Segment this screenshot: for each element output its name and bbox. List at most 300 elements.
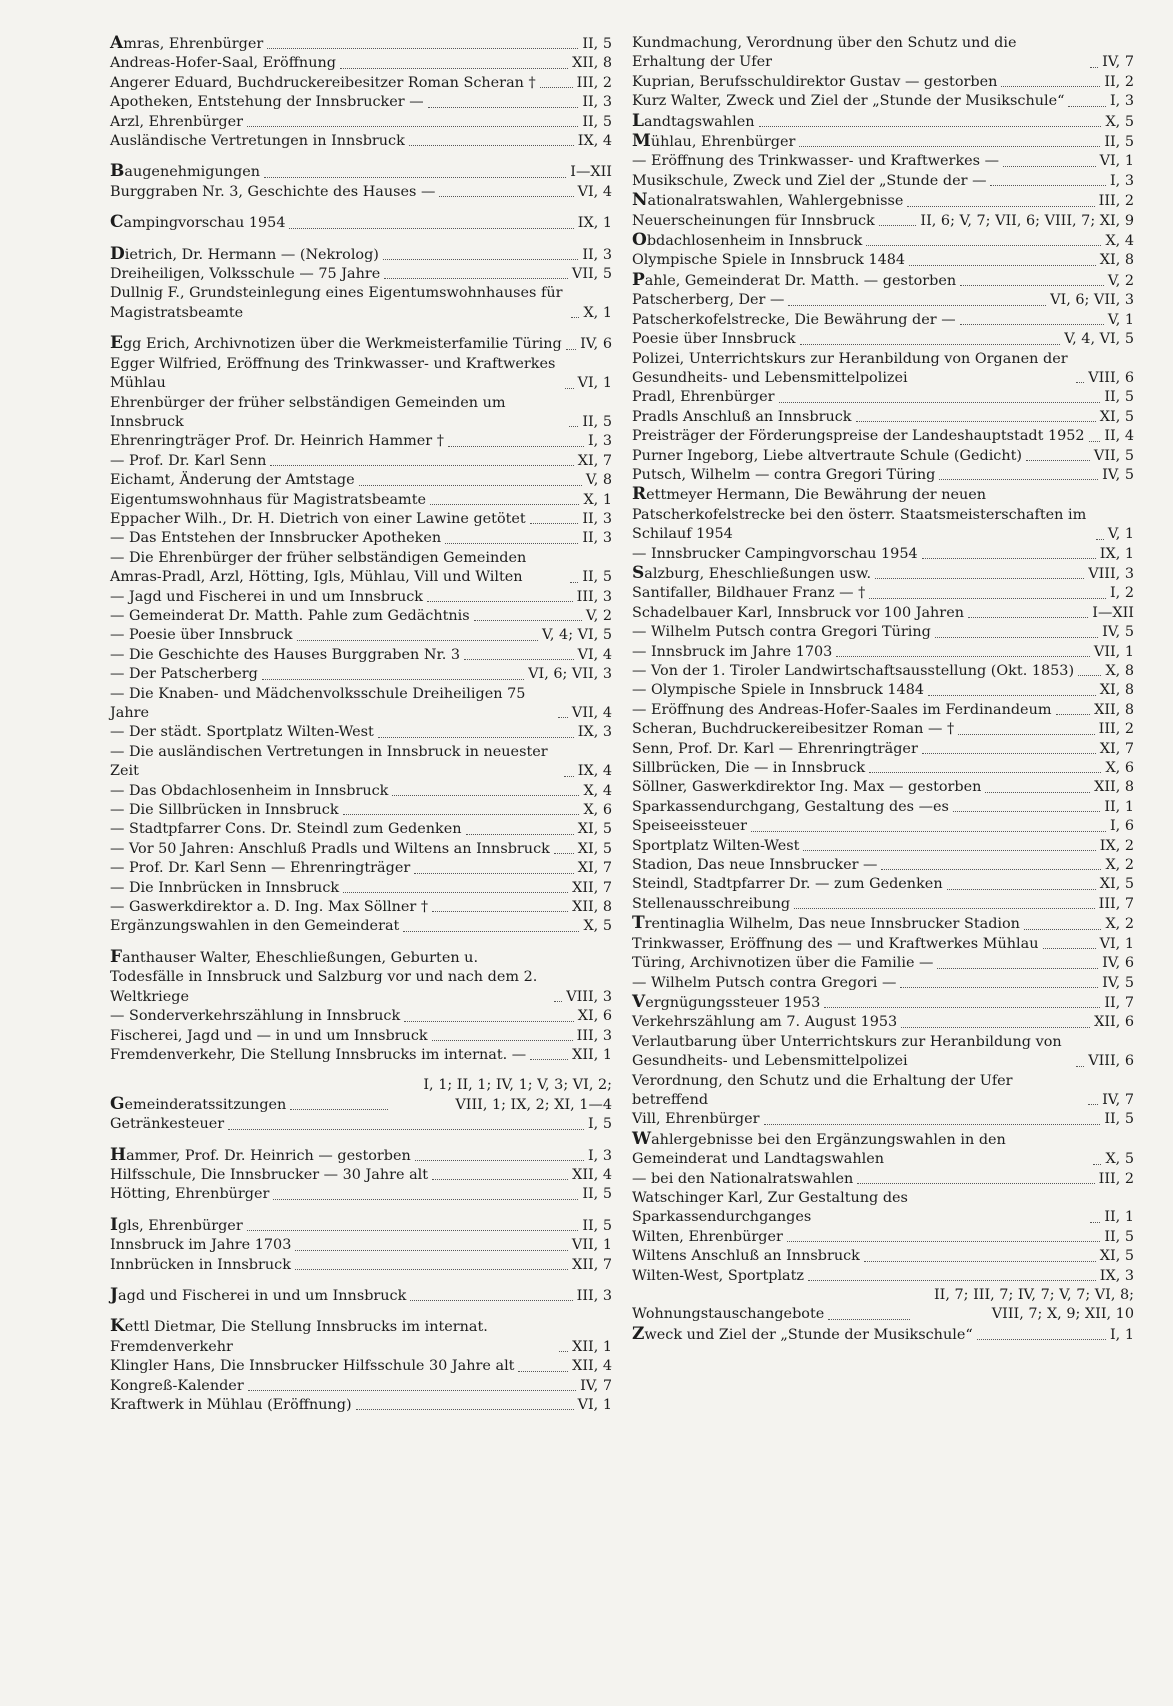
issue-reference: IV, 7: [580, 1377, 612, 1394]
entry-text: [632, 875, 943, 894]
leader-dots: [530, 523, 579, 524]
entry-title: augenehmigungen: [124, 164, 260, 181]
issue-reference: I, 5: [588, 1116, 612, 1133]
issue-reference: XII, 1: [572, 1046, 612, 1063]
entry-text: [632, 895, 790, 914]
leader-dots: [228, 1129, 584, 1130]
leader-dots: [803, 850, 1095, 851]
entry-text: [632, 1267, 804, 1286]
index-entry: [110, 607, 612, 626]
issue-reference: VIII, 6: [1088, 369, 1134, 386]
entry-title: Ergänzungswahlen in den Gemeinderat: [110, 918, 400, 935]
entry-title: anthauser Walter, Eheschließungen, Geburten u. Todesfälle in Innsbruck und Salzburg vor und nach dem 2. Weltkriege: [110, 949, 538, 1005]
issue-reference: VI, 4: [577, 646, 612, 663]
entry-text: [632, 1325, 973, 1345]
index-entry: [110, 132, 612, 151]
issue-reference: III, 3: [576, 1287, 612, 1304]
entry-title: — Innsbruck im Jahre 1703: [632, 643, 833, 660]
leader-dots: [879, 225, 917, 226]
entry-title: Innbrücken in Innsbruck: [110, 1256, 291, 1273]
initial-letter: I: [110, 1214, 118, 1235]
index-entry: [110, 245, 612, 265]
index-entry: [110, 646, 612, 665]
issue-reference: VIII, 3: [1088, 565, 1134, 582]
leader-dots: [270, 465, 573, 466]
index-entry: [110, 898, 612, 917]
index-entry: [110, 1216, 612, 1236]
index-entry: [632, 817, 1134, 836]
issue-reference: XI, 5: [1099, 1248, 1134, 1265]
entry-text: [110, 820, 462, 839]
entry-text: [632, 974, 896, 993]
issue-reference: XII, 8: [572, 55, 612, 72]
entry-text: [632, 330, 796, 349]
entry-text: [110, 665, 258, 684]
leader-dots: [909, 265, 1096, 266]
entry-text: [632, 1033, 1072, 1072]
issue-reference: IX, 3: [1099, 1267, 1134, 1284]
issue-reference: XII, 4: [572, 1166, 612, 1183]
entry-title: — Wilhelm Putsch contra Gregori —: [632, 974, 897, 991]
entry-title: rentinaglia Wilhelm, Das neue Innsbrucker Stadion: [644, 916, 1020, 933]
entry-title: Polizei, Unterrichtskurs zur Heranbildung von Organen der Gesundheits- und Lebensmittelpolizei: [632, 350, 1068, 386]
entry-text: [110, 1216, 243, 1236]
index-entry: [632, 662, 1134, 681]
leader-dots: [960, 324, 1104, 325]
entry-title: Arzl, Ehrenbürger: [110, 113, 244, 130]
index-entry: [632, 1013, 1134, 1032]
leader-dots: [881, 869, 1101, 870]
entry-text: [632, 1305, 824, 1324]
issue-reference: IX, 3: [577, 724, 612, 741]
issue-reference: IV, 5: [1102, 466, 1134, 483]
index-entry: [632, 740, 1134, 759]
index-entry: [632, 759, 1134, 778]
index-entry: [110, 1007, 612, 1026]
index-entry: [632, 856, 1134, 875]
entry-text: [110, 801, 339, 820]
issue-reference: II, 5: [1104, 1228, 1134, 1245]
initial-letter: V: [632, 991, 646, 1012]
issue-reference: IX, 2: [1099, 837, 1134, 854]
issue-reference: XI, 5: [577, 840, 612, 857]
entry-text: [110, 1396, 352, 1415]
index-entry: [110, 1076, 612, 1115]
entry-text: [110, 1166, 428, 1185]
leader-dots: [828, 1319, 910, 1320]
index-entry: [632, 212, 1134, 231]
entry-text: [632, 271, 956, 291]
entry-title: ationalratswahlen, Wahlergebnisse: [647, 193, 904, 210]
leader-dots: [290, 1109, 388, 1110]
index-entry: [632, 564, 1134, 584]
entry-text: [110, 898, 428, 917]
initial-letter: D: [110, 243, 125, 264]
leader-dots: [958, 734, 1094, 735]
entry-title: Egger Wilfried, Eröffnung des Trinkwasser- und Kraftwerkes Mühlau: [110, 355, 556, 392]
entry-text: [110, 510, 526, 529]
index-entry: [632, 172, 1134, 191]
issue-reference: III, 2: [1098, 1170, 1134, 1187]
leader-dots: [448, 446, 584, 447]
issue-reference: XI, 5: [1099, 408, 1134, 425]
issue-reference: I, 3: [588, 1147, 612, 1164]
leader-dots: [1076, 1066, 1084, 1067]
entry-text: [632, 1228, 783, 1247]
index-entry: [110, 452, 612, 471]
issue-reference: X, 5: [1105, 1151, 1134, 1168]
initial-letter: F: [110, 946, 123, 967]
entry-text: [632, 564, 871, 584]
index-entry: [632, 388, 1134, 407]
issue-reference: XII, 8: [572, 899, 612, 916]
leader-dots: [799, 146, 1100, 147]
index-entry: [110, 113, 612, 132]
entry-text: [632, 388, 775, 407]
entry-title: — Die Ehrenbürger der früher selbständigen Gemeinden Amras-Pradl, Arzl, Hötting, Igls, Mühlau, Vill und Wilten: [110, 549, 527, 586]
entry-text: [110, 432, 444, 451]
leader-dots: [569, 426, 579, 427]
leader-dots: [247, 126, 578, 127]
index-entry: [632, 701, 1134, 720]
leader-dots: [297, 640, 538, 641]
entry-text: [110, 183, 435, 202]
issue-reference: XI, 8: [1099, 252, 1134, 269]
index-entry: [110, 859, 612, 878]
entry-title: Kundmachung, Verordnung über den Schutz und die Erhaltung der Ufer: [632, 35, 1017, 71]
entry-title: emeinderatssitzungen: [124, 1096, 287, 1113]
leader-dots: [901, 1027, 1090, 1028]
entry-text: [632, 720, 954, 739]
leader-dots: [922, 558, 1096, 559]
issue-reference: V, 4, VI, 5: [1064, 331, 1134, 348]
index-entry: [632, 1130, 1134, 1170]
issue-reference: II, 3: [582, 246, 612, 263]
entry-text: [110, 549, 566, 588]
entry-text: [632, 954, 933, 973]
leader-dots: [751, 831, 1106, 832]
index-entry: [110, 1185, 612, 1204]
issue-reference: IV, 6: [1102, 955, 1134, 972]
issue-reference: X, 4: [1105, 233, 1134, 250]
entry-title: Wohnungstauschangebote: [632, 1306, 825, 1323]
index-entry: [632, 681, 1134, 700]
index-entry: [632, 34, 1134, 73]
leader-dots: [343, 814, 580, 815]
entry-text: [632, 251, 905, 270]
entry-text: [632, 132, 795, 152]
index-entry: [632, 643, 1134, 662]
entry-title: Patscherkofelstrecke, Die Bewährung der —: [632, 311, 956, 328]
leader-dots: [900, 987, 1098, 988]
entry-title: Stellenausschreibung: [632, 895, 791, 912]
entry-text: [110, 1185, 269, 1204]
issue-reference: I, 3: [1110, 172, 1134, 189]
issue-reference: III, 2: [1098, 721, 1134, 738]
entry-title: Wiltens Anschluß an Innsbruck: [632, 1248, 860, 1265]
index-entry: [632, 485, 1134, 544]
issue-reference: II, 5: [1104, 389, 1134, 406]
leader-dots: [977, 1339, 1106, 1340]
leader-dots: [1093, 1164, 1101, 1165]
issue-reference: IV, 7: [1102, 1091, 1134, 1108]
entry-title: Kraftwerk in Mühlau (Eröffnung): [110, 1397, 352, 1413]
issue-reference: VI, 4: [577, 183, 612, 200]
issue-reference: XI, 7: [577, 860, 612, 877]
issue-reference: II, 5: [1104, 134, 1134, 151]
leader-dots: [1003, 166, 1096, 167]
entry-title: andtagswahlen: [643, 113, 755, 130]
index-entry: [632, 935, 1134, 954]
index-entry: [632, 132, 1134, 152]
initial-letter: W: [632, 1128, 652, 1149]
entry-text: [110, 162, 260, 182]
entry-text: [110, 879, 339, 898]
entry-text: [632, 212, 875, 231]
issue-reference: II, 7; III, 7; IV, 7; V, 7; VI, 8; VIII, 7; X, 9; XII, 10: [934, 1287, 1134, 1323]
entry-text: [110, 917, 399, 936]
issue-reference: II, 5: [582, 113, 612, 130]
leader-dots: [414, 873, 574, 874]
entry-title: — Eröffnung des Andreas-Hofer-Saales im Ferdinandeum: [632, 701, 1052, 718]
entry-title: Angerer Eduard, Buchdruckereibesitzer Roman Scheran †: [110, 74, 536, 91]
leader-dots: [430, 504, 579, 505]
index-entry: [632, 1033, 1134, 1072]
leader-dots: [866, 245, 1101, 246]
issue-reference: II, 4: [1104, 428, 1134, 445]
entry-title: ammer, Prof. Dr. Heinrich — gestorben: [126, 1147, 411, 1164]
leader-dots: [1090, 1222, 1100, 1223]
entry-title: Kurz Walter, Zweck und Ziel der „Stunde der Musikschule“: [632, 93, 1065, 110]
issue-reference: II, 2: [1104, 73, 1134, 90]
leader-dots: [264, 177, 566, 178]
issue-reference: VI, 1: [577, 375, 612, 392]
entry-text: [632, 485, 1092, 544]
index-entry: [632, 191, 1134, 211]
leader-dots: [800, 344, 1061, 345]
issue-reference: IX, 4: [577, 763, 612, 780]
entry-text: [110, 355, 561, 394]
index-entry: [632, 1325, 1134, 1345]
entry-title: — Sonderverkehrszählung in Innsbruck: [110, 1008, 401, 1025]
initial-letter: A: [110, 33, 124, 53]
index-entry: [632, 73, 1134, 92]
entry-text: [110, 74, 536, 93]
entry-title: Hilfsschule, Die Innsbrucker — 30 Jahre alt: [110, 1166, 429, 1183]
index-entry: [110, 743, 612, 782]
entry-title: Musikschule, Zweck und Ziel der „Stunde der —: [632, 172, 987, 189]
issue-reference: V, 2: [1107, 272, 1134, 289]
leader-dots: [392, 795, 579, 796]
leader-dots: [968, 617, 1088, 618]
entry-title: — Der Patscherberg: [110, 666, 258, 683]
index-entry: [110, 549, 612, 588]
leader-dots: [864, 1261, 1096, 1262]
issue-reference: I, 6: [1110, 818, 1134, 835]
initial-letter: C: [110, 212, 124, 233]
index-entry: [110, 723, 612, 742]
leader-dots: [808, 1280, 1096, 1281]
leader-dots: [1090, 67, 1099, 68]
issue-reference: IV, 6: [580, 336, 612, 353]
leader-dots: [1089, 441, 1101, 442]
leader-dots: [289, 228, 573, 229]
issue-reference: II, 5: [582, 36, 612, 52]
index-entry: [110, 626, 612, 645]
entry-title: Stadion, Das neue Innsbrucker —: [632, 857, 878, 874]
leader-dots: [570, 582, 578, 583]
entry-title: — Die Sillbrücken in Innsbruck: [110, 802, 339, 819]
issue-reference: XI, 5: [1099, 876, 1134, 893]
entry-title: Wilten-West, Sportplatz: [632, 1267, 804, 1284]
entry-title: — Das Entstehen der Innsbrucker Apotheken: [110, 530, 442, 547]
leader-dots: [1001, 86, 1100, 87]
index-entry: [632, 993, 1134, 1013]
entry-title: Klingler Hans, Die Innsbrucker Hilfsschule 30 Jahre alt: [110, 1358, 515, 1375]
leader-dots: [248, 1390, 576, 1391]
left-column: [110, 34, 612, 1415]
entry-text: [632, 914, 1020, 934]
index-entry: [110, 917, 612, 936]
entry-title: Türing, Archivnotizen über die Familie —: [632, 955, 934, 972]
index-entry: [110, 948, 612, 1007]
entry-text: [632, 311, 956, 330]
issue-reference: XII, 6: [1094, 1014, 1134, 1031]
entry-text: [110, 34, 263, 54]
entry-title: Sillbrücken, Die — in Innsbruck: [632, 760, 866, 777]
issue-reference: VII, 5: [571, 266, 612, 283]
index-entry: [110, 1256, 612, 1275]
index-entry: [110, 1236, 612, 1255]
initial-letter: Z: [632, 1323, 645, 1344]
leader-dots: [559, 1351, 568, 1352]
issue-reference: VII, 4: [571, 705, 612, 721]
entry-text: [110, 394, 565, 433]
issue-reference: IX, 1: [1099, 545, 1134, 562]
index-entry: [110, 162, 612, 182]
issue-reference: II, 1: [1104, 1209, 1134, 1226]
entry-text: [632, 427, 1085, 446]
entry-title: — Jagd und Fischerei in und um Innsbruck: [110, 588, 424, 605]
entry-title: — Die Knaben- und Mädchenvolksschule Dreiheiligen 75 Jahre: [110, 685, 526, 721]
issue-reference: VI, 6; VII, 3: [528, 666, 612, 683]
entry-text: [632, 604, 964, 623]
entry-text: [110, 1236, 291, 1255]
issue-reference: V, 8: [585, 472, 612, 489]
issue-reference: X, 5: [1105, 113, 1134, 130]
entry-text: [110, 782, 388, 801]
leader-dots: [432, 1179, 568, 1180]
entry-title: — Wilhelm Putsch contra Gregori Türing: [632, 624, 931, 641]
index-entry: [632, 152, 1134, 171]
initial-letter: S: [632, 562, 645, 583]
entry-title: Kongreß-Kalender: [110, 1377, 244, 1394]
index-entry: [632, 466, 1134, 485]
entry-text: [632, 152, 999, 171]
entry-title: Ehrenringträger Prof. Dr. Heinrich Hammer †: [110, 433, 444, 450]
issue-reference: XI, 8: [1099, 682, 1134, 699]
index-entry: [632, 1072, 1134, 1111]
entry-title: Verordnung, den Schutz und die Erhaltung der Ufer betreffend: [632, 1072, 1013, 1108]
entry-text: [632, 466, 935, 485]
leader-dots: [1024, 929, 1101, 930]
entry-text: [110, 646, 460, 665]
leader-dots: [295, 1250, 568, 1251]
entry-text: [632, 584, 865, 603]
leader-dots: [247, 1230, 579, 1231]
leader-dots: [857, 1183, 1094, 1184]
entry-title: Dullnig F., Grundsteinlegung eines Eigentumswohnhauses für Magistratsbeamte: [110, 285, 563, 321]
entry-title: Sparkassendurchgang, Gestaltung des —es: [632, 798, 949, 815]
entry-title: Speiseeissteuer: [632, 818, 747, 835]
index-entry: [632, 837, 1134, 856]
entry-title: — Eröffnung des Trinkwasser- und Kraftwerkes —: [632, 153, 1000, 170]
entry-text: [632, 1130, 1089, 1170]
entry-text: [632, 817, 747, 836]
issue-reference: X, 2: [1105, 857, 1134, 874]
entry-text: [110, 723, 374, 742]
issue-reference: X, 5: [583, 918, 612, 935]
leader-dots: [356, 1409, 574, 1410]
index-entry: [632, 1247, 1134, 1266]
entry-text: [632, 662, 1074, 681]
index-entry: [632, 720, 1134, 739]
leader-dots: [875, 578, 1084, 579]
entry-text: [110, 284, 567, 323]
leader-dots: [1078, 675, 1101, 676]
leader-dots: [1043, 948, 1096, 949]
issue-reference: I—XII: [570, 164, 612, 181]
entry-title: Kuprian, Berufsschuldirektor Gustav — gestorben: [632, 73, 998, 90]
entry-text: [110, 491, 426, 510]
leader-dots: [759, 126, 1102, 127]
entry-title: ettl Dietmar, Die Stellung Innsbrucks im internat. Fremdenverkehr: [110, 1319, 488, 1355]
entry-title: Eichamt, Änderung der Amtstage: [110, 472, 355, 489]
issue-reference: XII, 8: [1094, 779, 1134, 796]
entry-text: [632, 73, 997, 92]
leader-dots: [474, 620, 582, 621]
index-entry: [110, 34, 612, 54]
index-entry: [110, 879, 612, 898]
entry-title: Ehrenbürger der früher selbständigen Gemeinden um Innsbruck: [110, 394, 506, 430]
index-entry: [632, 350, 1134, 389]
entry-title: Patscherberg, Der —: [632, 292, 785, 309]
entry-text: [110, 588, 423, 607]
entry-title: Ausländische Vertretungen in Innsbruck: [110, 133, 405, 150]
issue-reference: I, 2: [1110, 585, 1134, 602]
index-entry: [632, 545, 1134, 564]
index-entry: [632, 914, 1134, 934]
entry-title: gls, Ehrenbürger: [117, 1217, 243, 1234]
entry-title: ergnügungssteuer 1953: [645, 994, 821, 1011]
issue-reference: II, 5: [582, 1217, 612, 1234]
entry-title: gg Erich, Archivnotizen über die Werkmeisterfamilie Türing: [122, 336, 562, 353]
leader-dots: [267, 48, 578, 49]
issue-reference: II, 5: [582, 569, 612, 586]
leader-dots: [1088, 1104, 1098, 1105]
index-entry: [632, 112, 1134, 132]
issue-reference: XII, 7: [572, 1256, 612, 1273]
index-entry: [110, 1357, 612, 1376]
index-entry: [110, 1317, 612, 1357]
leader-dots: [1068, 106, 1106, 107]
entry-text: [110, 948, 550, 1007]
entry-title: agd und Fischerei in und um Innsbruck: [118, 1287, 407, 1304]
issue-reference: XII, 7: [572, 879, 612, 896]
entry-text: [110, 245, 379, 265]
leader-dots: [935, 637, 1098, 638]
entry-title: — Gaswerkdirektor a. D. Ing. Max Söllner †: [110, 899, 429, 916]
